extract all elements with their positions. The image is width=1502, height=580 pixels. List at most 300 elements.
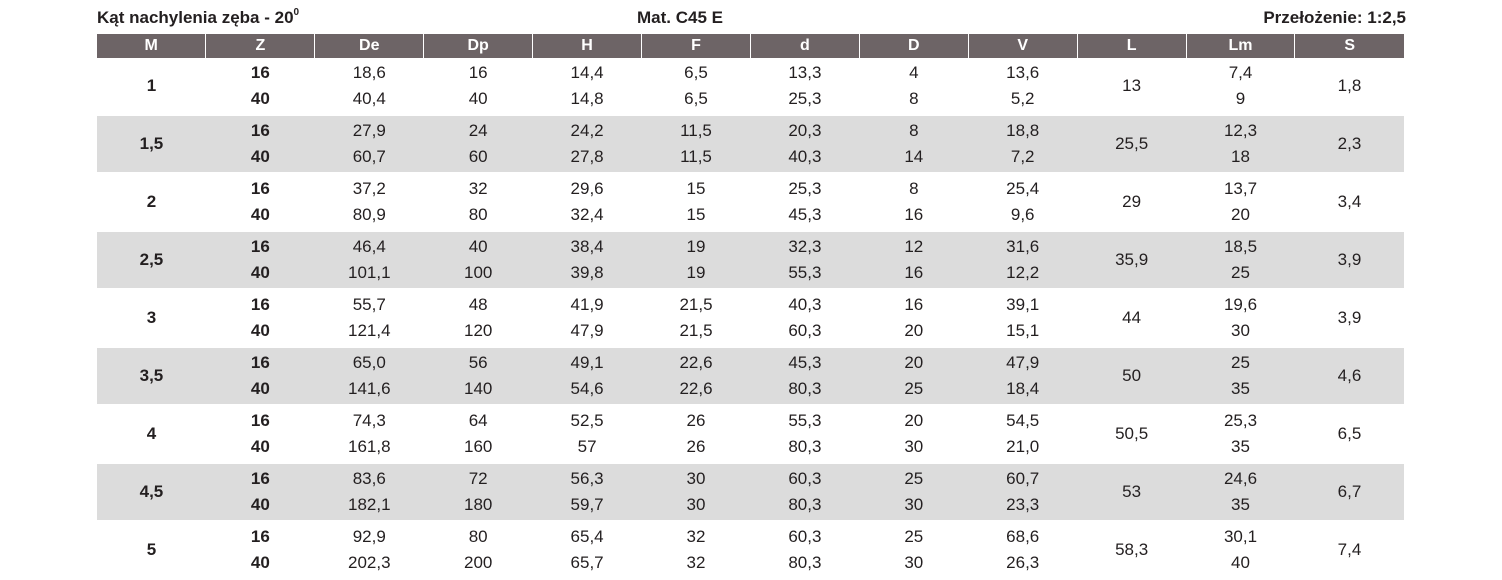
cell-v-value: 68,6 [1006, 527, 1040, 546]
cell-dp [424, 58, 533, 115]
cell-z [206, 347, 315, 405]
column-header-d-small: d [750, 34, 859, 58]
cell-s-value: 3,9 [1337, 308, 1362, 327]
cell-z [206, 231, 315, 289]
table-row [97, 173, 1404, 231]
cell-h-value: 41,9 [570, 295, 604, 314]
cell-d-small [750, 521, 859, 579]
cell-d-small-value: 13,3 [788, 63, 822, 82]
column-header-dp: Dp [424, 34, 533, 58]
cell-l-value: 53 [1122, 482, 1142, 501]
cell-f [642, 58, 751, 115]
cell-v-value: 31,6 [1006, 237, 1040, 256]
cell-de-value: 46,4 [352, 237, 386, 256]
cell-dp [424, 289, 533, 347]
cell-dp [424, 173, 533, 231]
cell-f [642, 347, 751, 405]
cell-z [206, 289, 315, 347]
cell-lm-value: 13,7 [1223, 179, 1258, 198]
cell-s [1295, 115, 1404, 173]
cell-z-value: 16 [250, 527, 270, 546]
cell-z-value: 16 [250, 353, 270, 372]
cell-f [642, 405, 751, 463]
cell-v-value: 18,4 [1006, 379, 1040, 398]
cell-h [533, 173, 642, 231]
table-header-row [97, 34, 1404, 58]
gear-spec-table [97, 34, 1404, 580]
cell-de-value: 74,3 [352, 411, 386, 430]
cell-v-value: 23,3 [1006, 495, 1040, 514]
cell-d-small [750, 289, 859, 347]
cell-de [315, 405, 424, 463]
cell-l-value: 50 [1122, 366, 1142, 385]
cell-v-value: 9,6 [1010, 205, 1035, 224]
cell-z-value: 40 [250, 89, 270, 108]
cell-dp-value: 64 [468, 411, 488, 430]
cell-s [1295, 173, 1404, 231]
cell-de-value: 80,9 [352, 205, 386, 224]
cell-h [533, 115, 642, 173]
cell-d-small-value: 45,3 [788, 205, 822, 224]
cell-d-small [750, 405, 859, 463]
cell-f-value: 21,5 [679, 295, 713, 314]
cell-v [968, 289, 1077, 347]
cell-de [315, 521, 424, 579]
cell-s [1295, 347, 1404, 405]
column-header-lm: Lm [1186, 34, 1295, 58]
cell-d-small-value: 80,3 [788, 437, 822, 456]
cell-f-value: 11,5 [680, 121, 712, 140]
cell-m-value: 4,5 [139, 482, 164, 501]
cell-de-value: 60,7 [352, 147, 386, 166]
cell-d-large-value: 25 [904, 469, 924, 488]
cell-m-value: 2 [146, 192, 157, 211]
cell-lm-value: 20 [1231, 205, 1250, 224]
cell-h-value: 39,8 [570, 263, 604, 282]
column-header-d-large: D [859, 34, 968, 58]
table-row [97, 289, 1404, 347]
cell-d-small [750, 173, 859, 231]
cell-l [1077, 58, 1186, 115]
cell-l [1077, 463, 1186, 521]
cell-dp-value: 80 [468, 205, 488, 224]
cell-z-value: 40 [250, 321, 270, 340]
cell-d-large-value: 20 [904, 321, 924, 340]
cell-de-value: 101,1 [347, 263, 391, 282]
cell-dp-value: 40 [468, 237, 488, 256]
cell-dp [424, 463, 533, 521]
cell-z-value: 40 [250, 205, 270, 224]
cell-d-large-value: 16 [904, 263, 924, 282]
cell-dp-value: 160 [463, 437, 493, 456]
cell-d-small [750, 347, 859, 405]
cell-h [533, 405, 642, 463]
cell-dp-value: 200 [463, 553, 493, 572]
cell-de-value: 37,2 [352, 179, 386, 198]
cell-de [315, 463, 424, 521]
cell-d-small-value: 60,3 [788, 469, 822, 488]
cell-v-value: 26,3 [1006, 553, 1040, 572]
cell-dp [424, 115, 533, 173]
cell-z [206, 463, 315, 521]
cell-de-value: 161,8 [347, 437, 391, 456]
cell-f [642, 115, 751, 173]
cell-z [206, 58, 315, 115]
cell-z-value: 16 [250, 469, 270, 488]
cell-v-value: 47,9 [1006, 353, 1040, 372]
cell-lm-value: 25,3 [1223, 411, 1258, 430]
cell-dp-value: 80 [468, 527, 488, 546]
cell-s-value: 2,3 [1337, 134, 1362, 153]
cell-de [315, 231, 424, 289]
cell-d-small-value: 80,3 [788, 553, 822, 572]
cell-m [97, 289, 206, 347]
cell-m [97, 173, 206, 231]
cell-z-value: 40 [250, 437, 270, 456]
cell-d-large [859, 115, 968, 173]
cell-de-value: 27,9 [352, 121, 386, 140]
cell-lm [1186, 173, 1295, 231]
cell-lm [1186, 463, 1295, 521]
cell-de-value: 18,6 [352, 63, 386, 82]
cell-f-value: 32 [686, 527, 706, 546]
cell-v-value: 39,1 [1006, 295, 1040, 314]
cell-f [642, 173, 751, 231]
cell-l [1077, 347, 1186, 405]
title-bar [97, 6, 1404, 32]
cell-l [1077, 115, 1186, 173]
cell-m [97, 231, 206, 289]
cell-l-value: 50,5 [1115, 424, 1149, 443]
cell-f [642, 521, 751, 579]
cell-h-value: 47,9 [570, 321, 604, 340]
cell-h-value: 14,8 [570, 89, 604, 108]
column-header-de: De [315, 34, 424, 58]
cell-d-large-value: 20 [904, 411, 924, 430]
cell-v-value: 7,2 [1010, 147, 1035, 166]
cell-m [97, 58, 206, 115]
column-header-l: L [1077, 34, 1186, 58]
cell-h-value: 57 [577, 437, 597, 456]
table-row [97, 463, 1404, 521]
cell-s-value: 7,4 [1337, 540, 1362, 559]
cell-m-value: 1,5 [139, 134, 164, 153]
cell-v-value: 25,4 [1006, 179, 1040, 198]
table-row [97, 231, 1404, 289]
cell-m-value: 2,5 [139, 250, 164, 269]
cell-d-small-value: 60,3 [788, 321, 822, 340]
cell-m [97, 463, 206, 521]
cell-dp-value: 40 [468, 89, 488, 108]
cell-z-value: 40 [250, 263, 270, 282]
cell-z-value: 16 [250, 179, 270, 198]
cell-dp [424, 347, 533, 405]
cell-s [1295, 289, 1404, 347]
degree-superscript: 0 [293, 7, 300, 19]
cell-f-value: 19 [686, 263, 706, 282]
cell-v-value: 15,1 [1006, 321, 1040, 340]
cell-f-value: 30 [686, 469, 706, 488]
cell-lm-value: 24,6 [1223, 469, 1258, 488]
table-row [97, 521, 1404, 579]
cell-dp-value: 56 [468, 353, 488, 372]
cell-dp-value: 72 [468, 469, 488, 488]
cell-f [642, 231, 751, 289]
cell-f-value: 15 [686, 205, 706, 224]
column-header-f: F [642, 34, 751, 58]
cell-d-large [859, 58, 968, 115]
material-label: Mat. C45 E [637, 8, 723, 27]
cell-lm-value: 25 [1231, 353, 1250, 372]
cell-de [315, 289, 424, 347]
cell-f-value: 6,5 [684, 89, 708, 108]
cell-m-value: 3,5 [139, 366, 164, 385]
cell-l-value: 25,5 [1115, 134, 1149, 153]
cell-m-value: 4 [146, 424, 157, 443]
cell-v-value: 54,5 [1006, 411, 1040, 430]
cell-v [968, 173, 1077, 231]
cell-dp-value: 180 [463, 495, 493, 514]
cell-z-value: 16 [250, 295, 270, 314]
cell-m [97, 521, 206, 579]
cell-v [968, 115, 1077, 173]
cell-d-small-value: 80,3 [788, 379, 822, 398]
cell-dp [424, 405, 533, 463]
cell-h-value: 54,6 [570, 379, 604, 398]
cell-l-value: 13 [1122, 76, 1142, 95]
cell-dp-value: 24 [468, 121, 488, 140]
cell-lm-value: 18 [1231, 147, 1250, 166]
cell-z-value: 40 [250, 379, 270, 398]
cell-de-value: 202,3 [347, 553, 391, 572]
cell-de-value: 141,6 [347, 379, 391, 398]
cell-dp-value: 60 [468, 147, 488, 166]
cell-d-small-value: 80,3 [788, 495, 822, 514]
cell-d-large [859, 521, 968, 579]
cell-v [968, 521, 1077, 579]
cell-lm-value: 35 [1231, 437, 1250, 456]
cell-de-value: 55,7 [352, 295, 386, 314]
cell-lm-value: 35 [1231, 495, 1250, 514]
cell-v-value: 18,8 [1006, 121, 1040, 140]
cell-l-value: 29 [1122, 192, 1142, 211]
cell-s [1295, 58, 1404, 115]
cell-d-large-value: 4 [909, 63, 919, 82]
cell-d-large-value: 8 [909, 89, 919, 108]
cell-de-value: 92,9 [352, 527, 386, 546]
cell-d-large-value: 30 [904, 437, 924, 456]
cell-de [315, 115, 424, 173]
cell-z [206, 405, 315, 463]
cell-s [1295, 463, 1404, 521]
cell-m [97, 347, 206, 405]
cell-d-small-value: 60,3 [788, 527, 822, 546]
cell-v-value: 21,0 [1006, 437, 1040, 456]
cell-lm-value: 7,4 [1228, 63, 1253, 82]
cell-s [1295, 231, 1404, 289]
cell-de-value: 182,1 [347, 495, 391, 514]
cell-d-large [859, 463, 968, 521]
cell-s [1295, 521, 1404, 579]
table-row [97, 405, 1404, 463]
cell-h [533, 58, 642, 115]
cell-f-value: 6,5 [684, 63, 708, 82]
cell-d-small-value: 25,3 [788, 89, 822, 108]
cell-s-value: 4,6 [1337, 366, 1362, 385]
cell-h-value: 27,8 [570, 147, 604, 166]
column-header-v: V [968, 34, 1077, 58]
cell-lm [1186, 231, 1295, 289]
cell-lm [1186, 115, 1295, 173]
table-row [97, 58, 1404, 115]
cell-d-large [859, 347, 968, 405]
cell-dp [424, 521, 533, 579]
cell-lm [1186, 521, 1295, 579]
cell-d-small-value: 40,3 [788, 147, 822, 166]
cell-lm-value: 19,6 [1223, 295, 1258, 314]
cell-d-large-value: 30 [904, 495, 924, 514]
cell-s [1295, 405, 1404, 463]
cell-s-value: 3,9 [1337, 250, 1362, 269]
cell-dp [424, 231, 533, 289]
cell-lm-value: 18,5 [1223, 237, 1258, 256]
cell-d-large [859, 289, 968, 347]
cell-d-small-value: 55,3 [788, 263, 822, 282]
cell-m-value: 5 [146, 540, 157, 559]
cell-d-large-value: 25 [904, 379, 924, 398]
cell-d-large [859, 173, 968, 231]
cell-d-large-value: 16 [904, 205, 924, 224]
cell-lm [1186, 58, 1295, 115]
cell-v [968, 405, 1077, 463]
cell-h-value: 59,7 [570, 495, 604, 514]
cell-h-value: 56,3 [570, 469, 604, 488]
cell-v [968, 231, 1077, 289]
column-header-m: M [97, 34, 206, 58]
cell-z-value: 40 [250, 495, 270, 514]
cell-dp-value: 100 [463, 263, 493, 282]
cell-d-small [750, 463, 859, 521]
cell-v-value: 60,7 [1006, 469, 1040, 488]
cell-f-value: 11,5 [680, 147, 712, 166]
cell-h [533, 347, 642, 405]
cell-lm-value: 9 [1235, 89, 1246, 108]
cell-lm [1186, 347, 1295, 405]
gear-ratio-label: Przełożenie: 1:2,5 [1263, 8, 1406, 27]
cell-dp-value: 140 [463, 379, 493, 398]
tooth-angle-label: Kąt nachylenia zęba - $20^0$ [97, 7, 300, 27]
cell-l-value: 35,9 [1115, 250, 1149, 269]
cell-d-small-value: 20,3 [788, 121, 822, 140]
cell-dp-value: 16 [468, 63, 488, 82]
cell-s-value: 6,7 [1337, 482, 1362, 501]
cell-lm-value: 12,3 [1223, 121, 1258, 140]
cell-s-value: 6,5 [1337, 424, 1362, 443]
cell-d-small-value: 32,3 [788, 237, 822, 256]
cell-d-large [859, 405, 968, 463]
cell-d-large-value: 14 [904, 147, 924, 166]
cell-m [97, 405, 206, 463]
cell-z-value: 16 [250, 411, 270, 430]
cell-d-small-value: 55,3 [788, 411, 822, 430]
cell-lm-value: 40 [1231, 553, 1250, 572]
cell-h-value: 65,4 [570, 527, 604, 546]
cell-de-value: 65,0 [352, 353, 386, 372]
cell-de [315, 58, 424, 115]
cell-d-large-value: 30 [904, 553, 924, 572]
cell-d-large-value: 25 [904, 527, 924, 546]
cell-d-large-value: 12 [904, 237, 924, 256]
cell-de-value: 121,4 [347, 321, 391, 340]
cell-l [1077, 289, 1186, 347]
cell-f [642, 463, 751, 521]
cell-v-value: 12,2 [1006, 263, 1040, 282]
cell-v [968, 463, 1077, 521]
cell-l [1077, 521, 1186, 579]
cell-z-value: 40 [250, 553, 270, 572]
cell-d-large-value: 8 [909, 121, 919, 140]
cell-lm [1186, 405, 1295, 463]
cell-f-value: 19 [686, 237, 706, 256]
table-row [97, 115, 1404, 173]
cell-h [533, 289, 642, 347]
cell-z-value: 40 [250, 147, 270, 166]
cell-h-value: 29,6 [570, 179, 604, 198]
cell-lm-value: 25 [1231, 263, 1250, 282]
cell-d-small [750, 115, 859, 173]
cell-m [97, 115, 206, 173]
cell-d-small-value: 40,3 [788, 295, 822, 314]
cell-d-small [750, 231, 859, 289]
cell-f-value: 30 [686, 495, 706, 514]
cell-s-value: 1,8 [1337, 76, 1362, 95]
cell-m-value: 1 [146, 76, 157, 95]
cell-dp-value: 120 [463, 321, 493, 340]
cell-h [533, 521, 642, 579]
cell-de-value: 83,6 [352, 469, 386, 488]
cell-l [1077, 173, 1186, 231]
cell-d-small-value: 45,3 [788, 353, 822, 372]
column-header-h: H [533, 34, 642, 58]
cell-de-value: 40,4 [352, 89, 386, 108]
cell-h-value: 32,4 [570, 205, 604, 224]
cell-v-value: 13,6 [1006, 63, 1040, 82]
column-header-z: Z [206, 34, 315, 58]
cell-h-value: 65,7 [570, 553, 604, 572]
cell-h-value: 38,4 [570, 237, 604, 256]
cell-z-value: 16 [250, 121, 270, 140]
cell-z-value: 16 [250, 237, 270, 256]
cell-m-value: 3 [146, 308, 157, 327]
cell-l-value: 44 [1122, 308, 1142, 327]
cell-f-value: 26 [686, 411, 706, 430]
cell-d-large-value: 8 [909, 179, 919, 198]
table-row [97, 347, 1404, 405]
cell-d-small-value: 25,3 [788, 179, 822, 198]
cell-dp-value: 32 [468, 179, 488, 198]
cell-d-large-value: 20 [904, 353, 924, 372]
cell-d-large-value: 16 [904, 295, 924, 314]
cell-lm-value: 35 [1231, 379, 1250, 398]
column-header-s: S [1295, 34, 1404, 58]
cell-h [533, 463, 642, 521]
cell-f-value: 22,6 [679, 353, 713, 372]
cell-d-large [859, 231, 968, 289]
cell-de [315, 347, 424, 405]
cell-z-value: 16 [250, 63, 270, 82]
cell-z [206, 173, 315, 231]
cell-dp-value: 48 [468, 295, 488, 314]
